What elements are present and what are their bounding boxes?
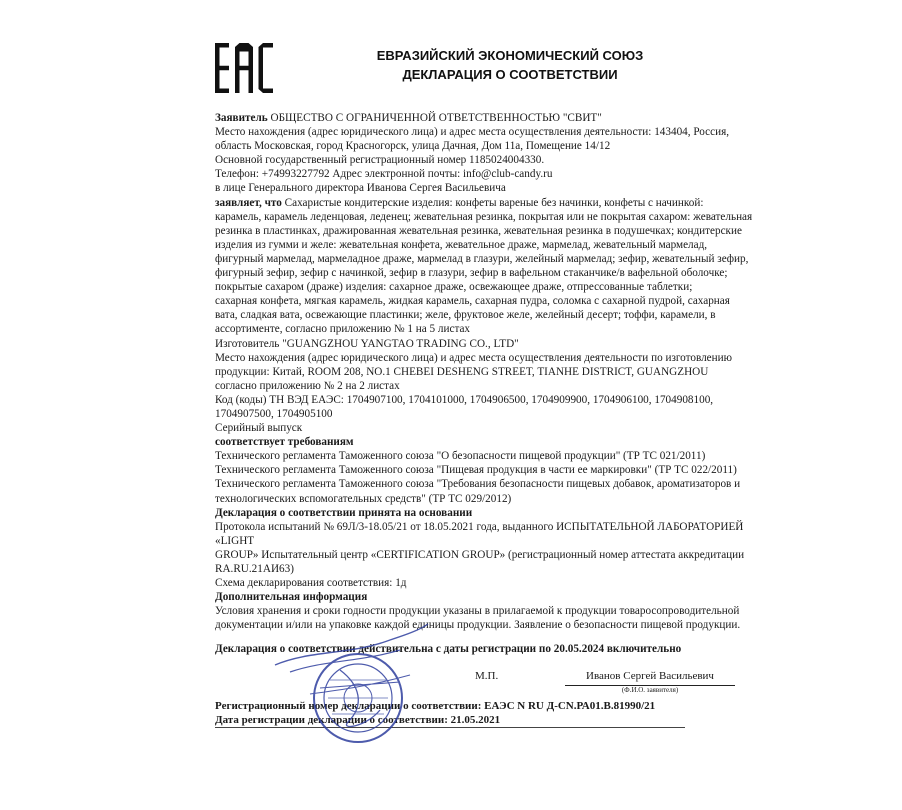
validity-statement: Декларация о соответствии действительна с даты регистрации по 20.05.2024 включительно (215, 643, 682, 656)
signatory-caption: (Ф.И.О. заявителя) (621, 686, 679, 694)
series-type: Серийный выпуск (215, 422, 303, 435)
basis-line: «LIGHT (215, 534, 255, 547)
declares-line: фигурный зефир, зефир с начинкой, зефир в глазури, зефир в вафельном стаканчике/в вафельной оболочке; (215, 267, 728, 280)
applicant-line (215, 111, 775, 125)
company-stamp-icon (270, 610, 430, 760)
manufacturer-name: Изготовитель "GUANGZHOU YANGTAO TRADING CO., LTD" (215, 337, 519, 350)
declares-line: резинка в пластинках, дражированная жевательная резинка, жевательная резинка в подушечках; кондитерские (215, 224, 742, 237)
hs-codes-1: Код (коды) ТН ВЭД ЕАЭС: 1704907100, 1704101000, 1704906500, 1704909900, 1704906100, 1704908100, (215, 393, 714, 406)
manufacturer-address-2: продукции: Китай, ROOM 208, NO.1 CHEBEI DESHENG STREET, TIANHE DISTRICT, GUANGZHOU (215, 365, 709, 378)
declares-line: вата, сладкая вата, освежающие пластинки; желе, фруктовое желе, желейный десерт; тоффи, карамели, в (215, 309, 716, 322)
document-header (330, 46, 690, 84)
basis-line: Схема декларирования соответствия: 1д (215, 577, 407, 590)
header-union-title: ЕВРАЗИЙСКИЙ ЭКОНОМИЧЕСКИЙ СОЮЗ (376, 48, 644, 63)
declares-line: ассортименте, согласно приложению № 1 на 5 листах (215, 323, 471, 336)
declares-line: карамель, карамель леденцовая, леденец; жевательная резинка, покрытая или не покрытая сахаром: жевательная (215, 210, 753, 223)
basis-label: Декларация о соответствии принята на основании (215, 506, 473, 519)
declaration-body (215, 111, 775, 657)
registration-date: Дата регистрации декларации о соответствии: 21.05.2021 (215, 714, 501, 726)
signatory-name: Иванов Сергей Васильевич (586, 670, 714, 682)
declares-line-0: Сахаристые кондитерские изделия: конфеты вареные без начинки, конфеты с начинкой: (281, 196, 704, 209)
declares-line: фигурный мармелад, мармеладное драже, мармелад в глазури, желейный мармелад; зефир, жевательный зефир, (215, 252, 749, 265)
additional-info-line: документации и/или на упаковке каждой единицы продукции. Заявление о безопасности пищевой продукции. (215, 619, 741, 632)
declares-line (215, 196, 775, 210)
applicant-contacts: Телефон: +74993227792 Адрес электронной почты: info@club-candy.ru (215, 168, 553, 181)
basis-line: RA.RU.21АИ63) (215, 563, 294, 575)
requirement-line: Технического регламента Таможенного союза "Требования безопасности пищевых добавок, ароматизаторов и (215, 478, 741, 491)
requirement-line: Технического регламента Таможенного союза "Пищевая продукция в части ее маркировки" (ТР ТС 022/2011) (215, 464, 737, 477)
requirement-line: технологических вспомогательных средств" (ТР ТС 029/2012) (215, 492, 512, 505)
applicant-ogrn: Основной государственный регистрационный номер 1185024004330. (215, 154, 545, 167)
basis-line: Протокола испытаний № 69Л/3-18.05/21 от 18.05.2021 года, выданного ИСПЫТАТЕЛЬНОЙ ЛАБОРАТОРИЕЙ (215, 520, 744, 533)
declares-label: заявляет, что (215, 196, 282, 209)
requirement-line: Технического регламента Таможенного союза "О безопасности пищевой продукции" (ТР ТС 021/2011) (215, 450, 706, 463)
eac-logo (215, 43, 273, 93)
seal-place-label: М.П. (475, 670, 499, 682)
manufacturer-address-1: Место нахождения (адрес юридического лица) и адрес места осуществления деятельности по изготовлению (215, 351, 732, 364)
additional-info-line: Условия хранения и сроки годности продукции указаны в прилагаемой к продукции товаросопроводительной (215, 605, 740, 618)
applicant-name: ОБЩЕСТВО С ОГРАНИЧЕННОЙ ОТВЕТСТВЕННОСТЬЮ "СВИТ" (267, 112, 602, 124)
applicant-address-2: область Московская, город Красногорск, улица Дачная, Дом 11а, Помещение 14/12 (215, 140, 611, 153)
hs-codes-2: 1704907500, 1704905100 (215, 407, 333, 420)
registration-number: Регистрационный номер декларации о соответствии: ЕАЭС N RU Д-CN.РА01.В.81990/21 (215, 700, 656, 712)
declares-line: покрытые сахаром (драже) изделия: сахарное драже, освежающее драже, отпрессованные таблетки; (215, 281, 693, 294)
header-declaration-title: ДЕКЛАРАЦИЯ О СООТВЕТСТВИИ (402, 67, 618, 82)
declares-line: изделия из гумми и желе: жевательная конфета, жевательное драже, мармелад, жевательный мармелад, (215, 238, 708, 251)
manufacturer-address-3: согласно приложению № 2 на 2 листах (215, 379, 400, 392)
requirements-label: соответствует требованиям (215, 436, 354, 449)
applicant-label: Заявитель (215, 112, 268, 124)
additional-info-label: Дополнительная информация (215, 591, 368, 604)
applicant-address-1: Место нахождения (адрес юридического лица) и адрес места осуществления деятельности: 143404, Россия, (215, 126, 730, 139)
declares-line: сахарная конфета, мягкая карамель, жидкая карамель, сахарная пудра, соломка с сахарной пудрой, сахарная (215, 295, 730, 308)
basis-line: GROUP» Испытательный центр «CERTIFICATION GROUP» (регистрационный номер аттестата аккредитации (215, 548, 745, 561)
applicant-representative: в лице Генерального директора Иванова Сергея Васильевича (215, 182, 506, 195)
